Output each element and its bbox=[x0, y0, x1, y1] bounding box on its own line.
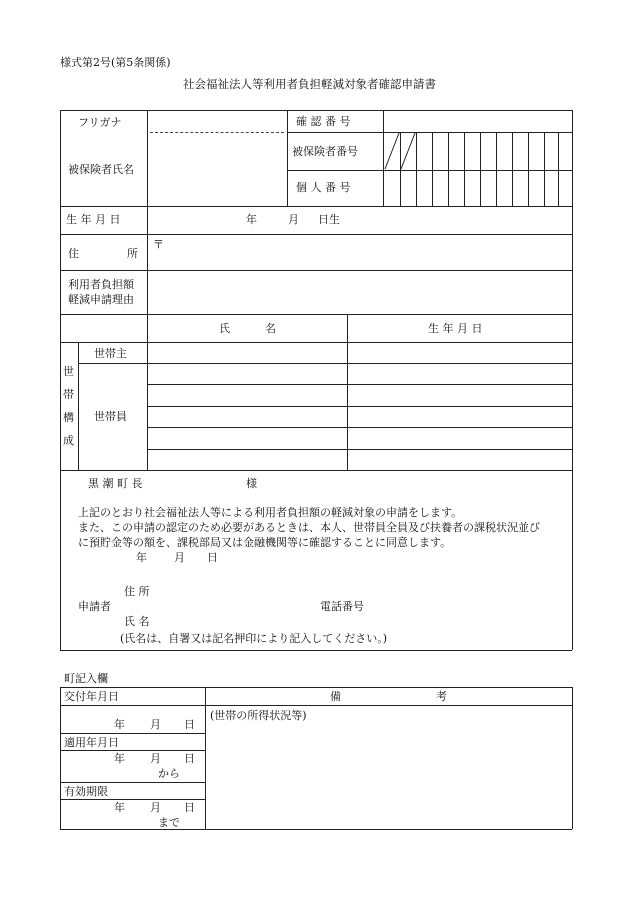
application-date-month: 月 bbox=[174, 551, 185, 564]
household-member-birthdate-input[interactable] bbox=[349, 429, 570, 448]
insured-name-label: 被保険者氏名 bbox=[68, 163, 134, 176]
validity-year: 年 bbox=[114, 801, 125, 814]
issue-year: 年 bbox=[114, 718, 125, 731]
signature-note: (氏名は、自署又は記名押印により記入してください。) bbox=[120, 632, 388, 645]
household-member-birthdate-input[interactable] bbox=[349, 451, 570, 469]
validity-month: 月 bbox=[150, 801, 161, 814]
form-title: 社会福祉法人等利用者負担軽減対象者確認申請書 bbox=[183, 77, 436, 91]
reason-label-line2: 軽減申請理由 bbox=[68, 293, 134, 306]
validity-until: まで bbox=[158, 816, 180, 829]
remarks-label-1: 備 bbox=[330, 690, 341, 703]
address-label-1: 住 bbox=[68, 247, 79, 260]
address-input[interactable] bbox=[150, 236, 570, 268]
application-date-day: 日 bbox=[207, 551, 218, 564]
birthdate-suffix: 日生 bbox=[318, 213, 340, 226]
reason-label-line1: 利用者負担額 bbox=[68, 278, 134, 291]
application-date-year: 年 bbox=[136, 551, 147, 564]
personal-number-input[interactable] bbox=[386, 172, 570, 204]
remarks-note: (世帯の所得状況等) bbox=[210, 709, 307, 722]
birthdate-year: 年 bbox=[246, 213, 257, 226]
postal-mark: 〒 bbox=[153, 238, 164, 251]
household-head-birthdate-input[interactable] bbox=[349, 344, 570, 362]
apply-from: から bbox=[158, 767, 180, 780]
insured-number-label: 被保険者番号 bbox=[292, 145, 358, 158]
declaration-line: に預貯金等の額を、課税部局又は金融機関等に確認することに同意します。 bbox=[78, 536, 452, 549]
insured-number-input[interactable] bbox=[386, 134, 570, 168]
address-label-2: 所 bbox=[127, 247, 138, 260]
birthdate-month: 月 bbox=[288, 213, 299, 226]
household-member-birthdate-input[interactable] bbox=[349, 365, 570, 383]
household-member-name-input[interactable] bbox=[149, 365, 345, 383]
applicant-name-input[interactable] bbox=[170, 612, 310, 628]
furigana-label: フリガナ bbox=[78, 116, 122, 129]
apply-year: 年 bbox=[114, 752, 125, 765]
household-side-char: 成 bbox=[63, 434, 74, 447]
issue-day: 日 bbox=[184, 718, 195, 731]
remarks-input[interactable] bbox=[208, 724, 570, 827]
addressee: 黒 潮 町 長 bbox=[88, 477, 143, 490]
birthdate-input[interactable] bbox=[150, 208, 570, 232]
confirmation-number-input[interactable] bbox=[386, 112, 570, 130]
validity-day: 日 bbox=[184, 801, 195, 814]
phone-input[interactable] bbox=[372, 597, 562, 613]
applicant-address-input[interactable] bbox=[170, 582, 310, 598]
apply-month: 月 bbox=[150, 752, 161, 765]
validity-label: 有効期限 bbox=[64, 785, 108, 798]
birthdate-label: 生 年 月 日 bbox=[66, 213, 121, 226]
issue-date-label: 交付年月日 bbox=[64, 690, 119, 703]
phone-label: 電話番号 bbox=[320, 600, 364, 613]
household-member-name-input[interactable] bbox=[149, 451, 345, 469]
household-head-name-input[interactable] bbox=[149, 344, 345, 362]
insured-name-input[interactable] bbox=[150, 135, 284, 203]
apply-date-label: 適用年月日 bbox=[64, 736, 119, 749]
household-member-birthdate-input[interactable] bbox=[349, 386, 570, 405]
declaration-line: 上記のとおり社会福祉法人等による利用者負担額の軽減対象の申請をします。 bbox=[78, 506, 463, 519]
honorific: 様 bbox=[246, 477, 257, 490]
household-member-name-input[interactable] bbox=[149, 386, 345, 405]
household-head-label: 世帯主 bbox=[94, 347, 127, 360]
col-name-2: 名 bbox=[265, 322, 276, 335]
applicant-label: 申請者 bbox=[78, 600, 111, 613]
household-member-name-input[interactable] bbox=[149, 429, 345, 448]
applicant-name-label: 氏 名 bbox=[124, 615, 150, 628]
form-number: 様式第2号(第5条関係) bbox=[60, 56, 171, 69]
reason-input[interactable] bbox=[150, 272, 570, 312]
household-member-label: 世帯員 bbox=[94, 410, 127, 423]
household-side-char: 世 bbox=[63, 365, 74, 378]
issue-month: 月 bbox=[150, 718, 161, 731]
household-member-birthdate-input[interactable] bbox=[349, 408, 570, 426]
apply-day: 日 bbox=[184, 752, 195, 765]
household-side-char: 構 bbox=[63, 411, 74, 424]
col-birthdate: 生 年 月 日 bbox=[428, 322, 483, 335]
household-side-char: 帯 bbox=[63, 388, 74, 401]
remarks-label-2: 考 bbox=[436, 690, 447, 703]
household-member-name-input[interactable] bbox=[149, 408, 345, 426]
confirmation-number-label: 確 認 番 号 bbox=[296, 115, 351, 128]
town-section-heading: 町記入欄 bbox=[64, 672, 108, 685]
declaration-line: また、この申請の認定のため必要があるときは、本人、世帯員全員及び扶養者の課税状況並び bbox=[78, 521, 540, 534]
col-name-1: 氏 bbox=[219, 322, 230, 335]
furigana-input[interactable] bbox=[150, 112, 284, 130]
applicant-address-label: 住 所 bbox=[124, 585, 150, 598]
personal-number-label: 個 人 番 号 bbox=[296, 181, 351, 194]
